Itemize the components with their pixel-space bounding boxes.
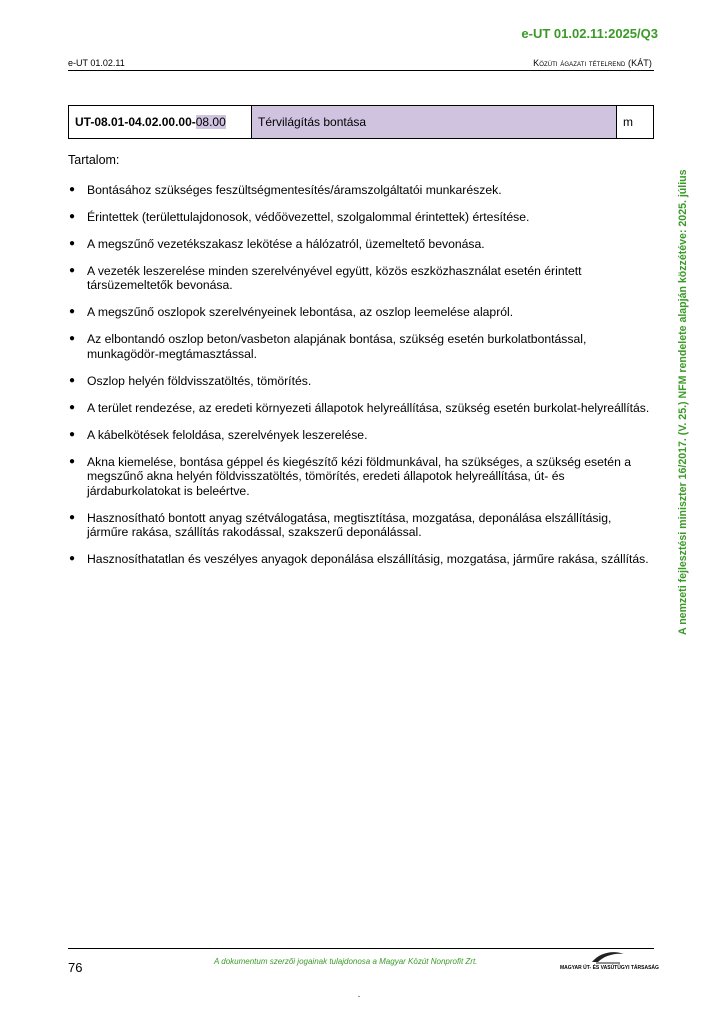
list-item-text: A terület rendezése, az eredeti környezeti állapotok helyreállítása, szükség esetén burkolat-helyreállítás. (87, 400, 650, 415)
item-title: Térvilágítás bontása (252, 106, 617, 139)
company-logo (560, 950, 659, 974)
list-item (68, 305, 654, 320)
content-label: Tartalom: (68, 153, 120, 167)
copyright-notice: A dokumentum szerzői jogainak tulajdonosa a Magyar Közút Nonprofit Zrt. (214, 957, 478, 966)
list-item (68, 264, 654, 293)
list-item-text: Érintettek (területtulajdonosok, védőövezettel, szolgalommal érintettek) értesítése. (87, 209, 530, 224)
scan-mark (358, 996, 360, 997)
list-item (68, 237, 654, 252)
list-item-text: Oszlop helyén földvisszatöltés, tömörítés. (87, 373, 312, 388)
item-table (68, 105, 654, 139)
list-item-text: Akna kiemelése, bontása géppel és kiegészítő kézi földmunkával, ha szükséges, a szükség esetén a megszűnő akna helyén földvisszatöltés, tömörítés, eredeti állapotok helyreállítása, út- és járdaburkolatokat is beleértve. (87, 454, 632, 498)
list-item-text: Hasznosítható bontott anyag szétválogatása, megtisztítása, mozgatása, deponálása elszállításig, járműre rakása, szállítás rakodással, szakszerű deponálással. (87, 510, 612, 539)
bullet-icon: ● (69, 237, 76, 249)
item-row (69, 106, 654, 139)
list-item (68, 428, 654, 443)
list-item-text: A vezeték leszerelése minden szerelvényével együtt, közös eszközhasználat esetén érintett társüzemeltetők bevonása. (87, 263, 582, 292)
list-item (68, 183, 654, 198)
list-item (68, 374, 654, 389)
bullet-icon: ● (69, 455, 76, 467)
content-list (68, 170, 654, 567)
header-section-title: Közúti ágazati tételrend (KÁT) (533, 58, 652, 68)
logo-text: MAGYAR ÚT- ÉS VASÚTÜGYI TÁRSASÁG (560, 965, 659, 971)
bullet-icon: ● (69, 401, 76, 413)
list-item-text: A megszűnő oszlopok szerelvényeinek lebontása, az oszlop leemelése alapról. (87, 305, 514, 319)
footer-divider (68, 948, 654, 949)
header-document-id: e-UT 01.02.11 (68, 58, 125, 68)
item-code-cell (69, 106, 252, 139)
document-code: e-UT 01.02.11:2025/Q3 (521, 26, 658, 41)
list-item-text: Az elbontandó oszlop beton/vasbeton alapjának bontása, szükség esetén burkolatbontással, munkagödör-megtámasztással. (87, 332, 587, 361)
publication-note: A nemzeti fejlesztési miniszter 16/2017. (V. 25.) NFM rendelete alapján közzétéve: 2025. július (677, 169, 689, 635)
item-code-suffix: 08.00 (195, 115, 226, 129)
list-item (68, 511, 654, 540)
item-code-prefix: UT-08.01-04.02.00.00- (75, 115, 196, 129)
list-item-text: A kábelkötések feloldása, szerelvények leszerelése. (87, 427, 368, 442)
item-unit: m (617, 106, 654, 139)
logo-swoosh-icon (590, 950, 626, 964)
bullet-icon: ● (69, 511, 76, 523)
bullet-icon: ● (69, 210, 76, 222)
bullet-icon: ● (69, 264, 76, 276)
list-item (68, 455, 654, 499)
bullet-icon: ● (69, 333, 76, 344)
list-item-text: Bontásához szükséges feszültségmentesítés/áramszolgáltatói munkarészek. (87, 182, 502, 197)
list-item-text: Hasznosíthatatlan és veszélyes anyagok deponálása elszállításig, mozgatása, járműre rakása, szállítás. (87, 552, 649, 566)
bullet-icon: ● (69, 553, 76, 564)
bullet-icon: ● (69, 374, 76, 386)
list-item (68, 401, 654, 416)
list-item (68, 210, 654, 225)
list-item (68, 332, 654, 361)
header-divider (68, 70, 654, 71)
list-item-text: A megszűnő vezetékszakasz lekötése a hálózatról, üzemeltető bevonása. (87, 236, 485, 251)
list-item (68, 552, 654, 567)
bullet-icon: ● (69, 306, 76, 317)
bullet-icon: ● (69, 428, 76, 440)
page-number: 76 (68, 960, 83, 975)
bullet-icon: ● (69, 183, 76, 195)
